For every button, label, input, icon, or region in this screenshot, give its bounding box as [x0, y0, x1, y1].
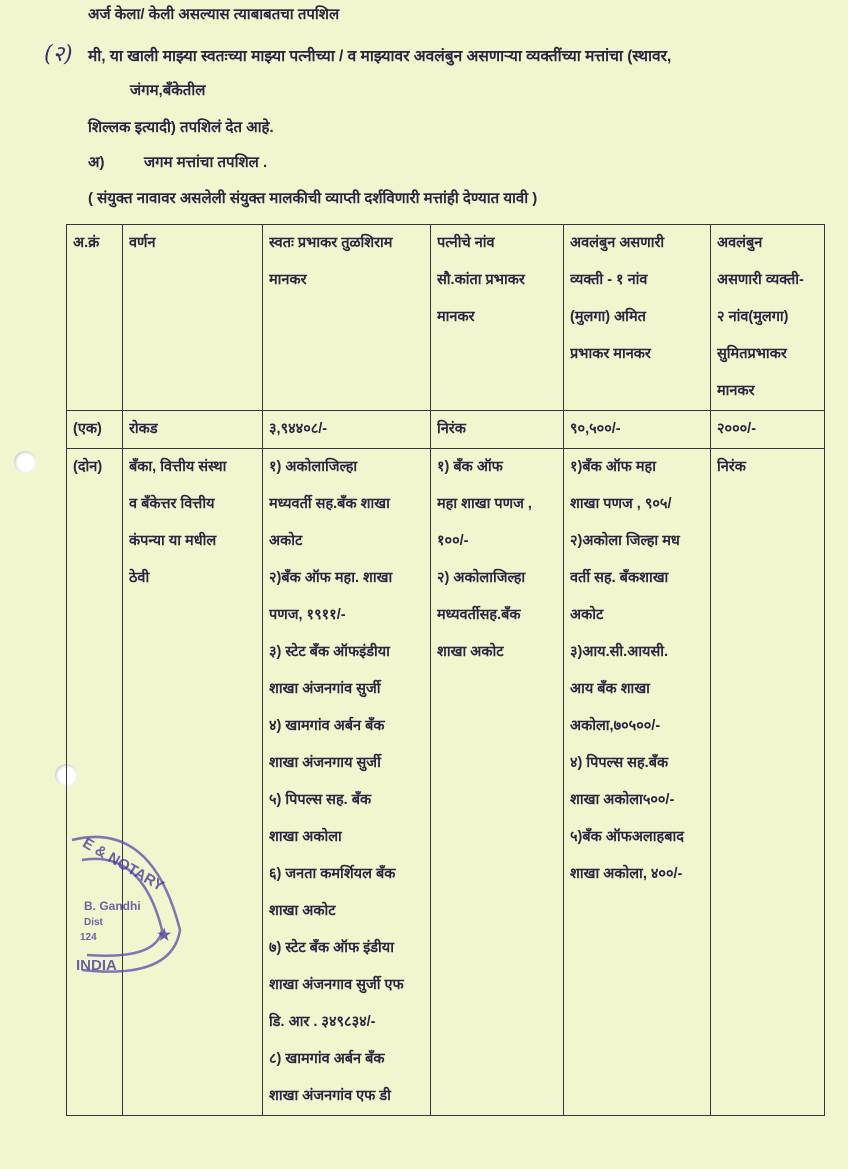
cell-line: ५) पिपल्स सह. बँक: [269, 792, 372, 808]
cell-line: मध्यवर्तीसह.बँक: [437, 607, 521, 623]
section-marker: अ): [88, 154, 105, 171]
cell-line: रोकड: [129, 421, 158, 437]
cell-spouse: [431, 225, 564, 411]
cell-dependent-1: [564, 225, 711, 411]
cell-line: मानकर: [437, 309, 475, 325]
cell-line: ठेवी: [129, 570, 150, 586]
cell-line: असणारी व्यक्ती-: [717, 272, 804, 288]
stamp-name: B. Gandhi: [84, 899, 141, 913]
cell-line: अकोला,७०५००/-: [570, 718, 661, 734]
cell-line: ६) जनता कमर्शियल बँक: [269, 866, 396, 882]
intro-line-4: शिल्लक इत्यादी) तपशिलं देत आहे.: [88, 119, 274, 136]
cell-serial: [67, 225, 123, 411]
cell-dependent-2: [711, 411, 825, 449]
cell-line: सुमितप्रभाकर: [717, 346, 787, 362]
cell-line: २ नांव(मुलगा): [717, 309, 789, 325]
cell-line: २) अकोलाजिल्हा: [437, 570, 526, 586]
notary-stamp: [62, 820, 187, 990]
cell-dependent-2: [711, 225, 825, 411]
cell-line: मध्यवर्ती सह.बँक शाखा: [269, 496, 390, 512]
cell-line: शाखा अकोट: [437, 644, 504, 660]
cell-line: महा शाखा पणज ,: [437, 496, 532, 512]
cell-line: शाखा अंजनगाय सुर्जी: [269, 755, 381, 771]
intro-line-2: मी, या खाली माझ्या स्वतःच्या माझ्या पत्नीच्या / व माझ्यावर अवलंबुन असणाऱ्या व्यक्तींच्या मत्तांचा (स्थावर,: [88, 48, 672, 65]
cell-self: [263, 225, 431, 411]
cell-description: [123, 449, 263, 1116]
cell-line: शाखा अंजनगाव सुर्जी एफ: [269, 977, 404, 993]
punch-hole: [14, 451, 36, 473]
cell-self: [263, 449, 431, 1116]
cell-line: ३)आय.सी.आयसी.: [570, 644, 669, 660]
cell-line: व्यक्ती - १ नांव: [570, 272, 648, 288]
cell-dependent-2: [711, 449, 825, 1116]
intro-line-1: अर्ज केला/ केली असल्यास त्याबाबतचा तपशिल: [88, 6, 340, 23]
cell-line: अ.क्रं: [73, 235, 100, 251]
cell-line: पत्नीचे नांव: [437, 235, 495, 251]
cell-line: ३) स्टेट बँक ऑफइंडीया: [269, 644, 390, 660]
cell-line: १)बँक ऑफ महा: [570, 459, 656, 475]
cell-line: आय बँक शाखा: [570, 681, 650, 697]
intro-line-3: जंगम,बँकेतील: [130, 82, 206, 99]
cell-line: वर्णन: [129, 235, 156, 251]
stamp-text-top: E & NOTARY: [79, 834, 167, 895]
cell-line: कंपन्या या मधील: [129, 533, 217, 549]
section-title: जगम मत्तांचा तपशिल .: [144, 154, 268, 171]
cell-spouse: [431, 411, 564, 449]
cell-line: मानकर: [717, 383, 755, 399]
stamp-country: INDIA: [76, 957, 117, 974]
cell-line: शाखा अंजनगांव एफ डी: [269, 1088, 391, 1104]
cell-spouse: [431, 449, 564, 1116]
cell-line: (एक): [73, 421, 102, 437]
cell-line: ५)बँक ऑफअलाहबाद: [570, 829, 684, 845]
cell-line: २)बँक ऑफ महा. शाखा: [269, 570, 393, 586]
cell-line: १००/-: [437, 533, 469, 549]
cell-description: [123, 225, 263, 411]
svg-text:★: ★: [157, 927, 172, 944]
cell-dependent-1: [564, 449, 711, 1116]
cell-line: (दोन): [73, 459, 103, 475]
cell-line: ३,९४४०८/-: [269, 421, 328, 437]
cell-line: बँका, वित्तीय संस्था: [129, 459, 227, 475]
cell-line: शाखा अकोला५००/-: [570, 792, 675, 808]
cell-line: शाखा अंजनगांव सुर्जी: [269, 681, 381, 697]
cell-line: २)अकोला जिल्हा मध: [570, 533, 680, 549]
stamp-dist: Dist: [84, 917, 103, 928]
stamp-num: 124: [80, 932, 97, 943]
table-row: [67, 411, 825, 449]
cell-line: अकोट: [570, 607, 604, 623]
section-note: ( संयुक्त नावावर असलेली संयुक्त मालकीची व्याप्ती दर्शविणारी मत्तांही देण्यात यावी ): [88, 190, 538, 207]
cell-line: अवलंबुन असणारी: [570, 235, 665, 251]
cell-line: २०००/-: [717, 421, 757, 437]
cell-line: मानकर: [269, 272, 307, 288]
cell-self: [263, 411, 431, 449]
cell-line: व बँकेत्तर वित्तीय: [129, 496, 215, 512]
table-row: [67, 449, 825, 1116]
cell-line: स्वतः प्रभाकर तुळशिराम: [269, 235, 393, 251]
cell-line: शाखा पणज , ९०५/: [570, 496, 672, 512]
cell-line: शाखा अकोट: [269, 903, 336, 919]
cell-line: ४) पिपल्स सह.बँक: [570, 755, 669, 771]
cell-description: [123, 411, 263, 449]
cell-line: ८) खामगांव अर्बन बँक: [269, 1051, 385, 1067]
cell-serial: [67, 411, 123, 449]
cell-line: निरंक: [717, 459, 746, 475]
cell-line: सौ.कांता प्रभाकर: [437, 272, 525, 288]
cell-line: पणज, १९११/-: [269, 607, 346, 623]
cell-line: अकोट: [269, 533, 303, 549]
cell-line: अवलंबुन: [717, 235, 763, 251]
cell-line: निरंक: [437, 421, 466, 437]
cell-line: (मुलगा) अमित: [570, 309, 646, 325]
cell-line: डि. आर . ३४९८३४/-: [269, 1014, 376, 1030]
cell-line: वर्ती सह. बँकशाखा: [570, 570, 669, 586]
cell-line: शाखा अकोला: [269, 829, 342, 845]
cell-line: ९०,५००/-: [570, 421, 621, 437]
cell-line: ७) स्टेट बँक ऑफ इंडीया: [269, 940, 394, 956]
cell-line: प्रभाकर मानकर: [570, 346, 651, 362]
table-header-row: [67, 225, 825, 411]
handwritten-item-number: (२): [44, 42, 73, 67]
cell-line: शाखा अकोला, ४००/-: [570, 866, 683, 882]
cell-dependent-1: [564, 411, 711, 449]
cell-line: १) बँक ऑफ: [437, 459, 503, 475]
cell-line: ४) खामगांव अर्बन बँक: [269, 718, 385, 734]
cell-line: १) अकोलाजिल्हा: [269, 459, 358, 475]
cell-serial: [67, 449, 123, 1116]
